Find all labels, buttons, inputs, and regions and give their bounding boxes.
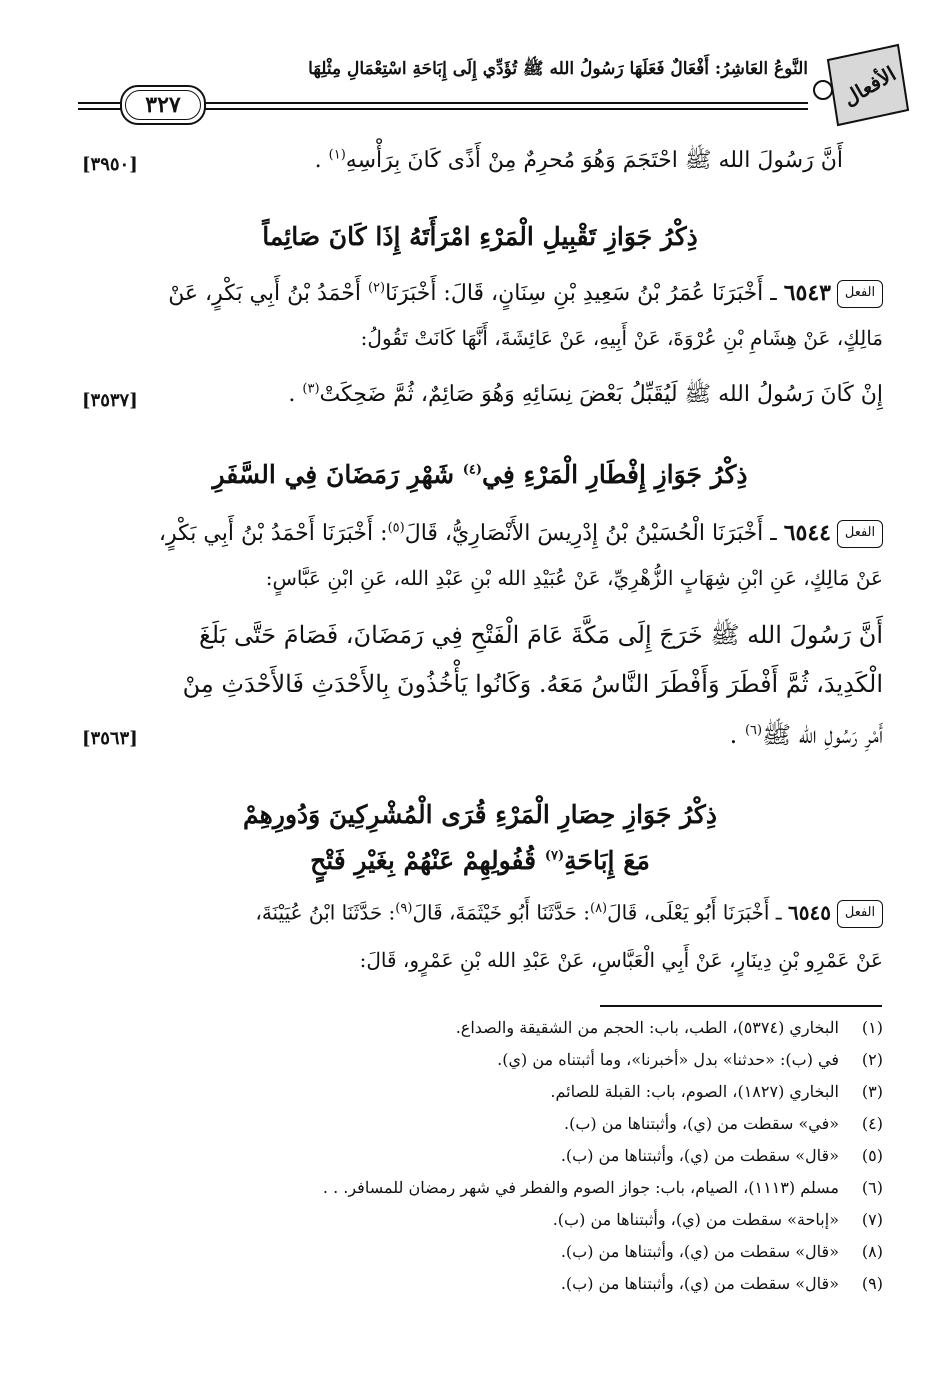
footnote: (٢)في (ب): «حدثنا» بدل «أخبرنا»، وما أثبتناه من (ي). <box>497 1050 883 1069</box>
hadith-reference: [٣٥٦٣] <box>82 728 138 749</box>
footnote-ref: (٢) <box>367 280 386 296</box>
page-header <box>78 40 918 140</box>
footnote: (٥)«قال» سقطت من (ي)، وأثبتناها من (ب). <box>560 1146 883 1165</box>
hadith-reference: [٣٩٥٠] <box>82 154 138 175</box>
footnote: (٨)«قال» سقطت من (ي)، وأثبتناها من (ب). <box>560 1242 883 1261</box>
footnote-ref: (٥) <box>387 520 405 536</box>
hadith-tag-icon: الفعل <box>837 520 883 548</box>
text-line: الْكَدِيدَ، ثُمَّ أَفْطَرَ وَأَفْطَرَ النَّاسُ مَعَهُ. وَكَانُوا يَأْخُذُونَ بِالأَحْدَثِ فَالأَحْدَثِ مِنْ <box>182 670 883 698</box>
footnote-ref: (٦) <box>744 723 763 738</box>
hadith-number: ٦٥٤٣ <box>783 280 831 306</box>
footnote: (٦)مسلم (١١١٣)، الصيام، باب: جواز الصوم والفطر في شهر رمضان للمسافر. . . <box>322 1178 883 1197</box>
footnote: (٣)البخاري (١٨٢٧)، الصوم، باب: القبلة للصائم. <box>550 1082 883 1101</box>
section-heading: ذِكْرُ جَوَازِ حِصَارِ الْمَرْءِ قُرَى الْمُشْرِكِينَ وَدُورِهِمْ <box>243 800 717 829</box>
hadith-number: ٦٥٤٤ <box>783 520 831 546</box>
footnote: (٩)«قال» سقطت من (ي)، وأثبتناها من (ب). <box>560 1274 883 1293</box>
text-line: أَمْرِ رَسُولِ الله ﷺ$^{(٦)}$ . <box>729 721 883 749</box>
footnote-ref: (٧) <box>544 848 565 864</box>
text-line: الفعل٦٥٤٣ ـ أَخْبَرَنَا عُمَرُ بْنُ سَعِيدِ بْنِ سِنَانٍ، قَالَ: أَخْبَرَنَا$^{(٢)}$ أَحْمَدُ بْنُ أَبِي بَكْرٍ، عَنْ <box>168 280 883 308</box>
footnote-ref: (٨) <box>589 900 608 916</box>
text-line: إِنْ كَانَ رَسُولُ الله ﷺ لَيُقَبِّلُ بَعْضَ نِسَائِهِ وَهُوَ صَائِمٌ، ثُمَّ ضَحِكَتْ$^{(٣)}$ . <box>288 381 883 407</box>
footnote-ref: (٣) <box>302 381 320 397</box>
text-line: أَنَّ رَسُولَ الله ﷺ خَرَجَ إِلَى مَكَّةَ عَامَ الْفَتْحِ فِي رَمَضَانَ، فَصَامَ حَتَّى بَلَغَ <box>198 621 883 649</box>
header-title: النَّوعُ العَاشِرُ: أَفْعَالٌ فَعَلَهَا رَسُولُ الله ﷺ تُؤَدِّي إِلَى إِبَاحَةِ اسْتِعْمَالِ مِثْلِهَا <box>308 59 808 79</box>
text-line: مَالِكٍ، عَنْ هِشَامِ بْنِ عُرْوَةَ، عَنْ أَبِيهِ، عَنْ عَائِشَةَ، أَنَّهَا كَانَتْ تَقُولُ: <box>360 326 883 350</box>
section-heading: مَعَ إِبَاحَةِ$^{(٧)}$ قُفُولِهِمْ عَنْهُمْ بِغَيْرِ فَتْحٍ <box>310 846 650 875</box>
footnote-ref: (٤) <box>462 462 483 478</box>
text-line: الفعل٦٥٤٥ ـ أَخْبَرَنَا أَبُو يَعْلَى، قَالَ$^{(٨)}$: حَدَّثَنَا أَبُو خَيْثَمَةَ، قَالَ$^{(٩)}$: حَدَّثَنَا ابْنُ عُيَيْنَةَ، <box>255 900 883 928</box>
section-heading: ذِكْرُ جَوَازِ تَقْبِيلِ الْمَرْءِ امْرَأَتَهُ إِذَا كَانَ صَائِماً <box>262 222 698 251</box>
footnote-ref: (٩) <box>395 900 413 916</box>
footnote: (٤)«في» سقطت من (ي)، وأثبتناها من (ب). <box>563 1114 883 1133</box>
text-line: عَنْ مَالِكٍ، عَنِ ابْنِ شِهَابٍ الزُّهْرِيِّ، عَنْ عُبَيْدِ الله بْنِ عَبْدِ الله، عَنِ ابْنِ عَبَّاسٍ: <box>265 566 883 590</box>
section-heading: ذِكْرُ جَوَازِ إِفْطَارِ الْمَرْءِ فِي$^{(٤)}$ شَهْرِ رَمَضَانَ فِي السَّفَرِ <box>212 460 748 489</box>
text-line: الفعل٦٥٤٤ ـ أَخْبَرَنَا الْحُسَيْنُ بْنُ إِدْرِيسَ الأَنْصَارِيُّ، قَالَ$^{(٥)}$: أَخْبَرَنَا أَحْمَدُ بْنُ أَبِي بَكْرٍ، <box>159 520 883 548</box>
hadith-reference: [٣٥٣٧] <box>82 390 138 411</box>
footnote: (١)البخاري (٥٣٧٤)، الطب، باب: الحجم من الشقيقة والصداع. <box>455 1018 883 1037</box>
footnote: (٧)«إباحة» سقطت من (ي)، وأثبتناها من (ب). <box>552 1210 883 1229</box>
hadith-tag-icon: الفعل <box>837 900 883 928</box>
footnote-ref: (١) <box>328 147 346 163</box>
hadith-tag-icon: الفعل <box>837 280 883 308</box>
text-line: عَنْ عَمْرِو بْنِ دِينَارٍ، عَنْ أَبِي الْعَبَّاسِ، عَنْ عَبْدِ الله بْنِ عَمْرٍو، قَالَ: <box>359 948 883 972</box>
hadith-number: ٦٥٤٥ <box>788 900 831 925</box>
page-number: ٣٢٧ <box>120 85 206 125</box>
badge-label: الأفعال <box>839 61 901 111</box>
puzzle-piece-icon <box>808 40 918 130</box>
text-line: أَنَّ رَسُولَ الله ﷺ احْتَجَمَ وَهُوَ مُحرِمٌ مِنْ أَذًى كَانَ بِرَأْسِهِ$^{(١)}$ . <box>314 147 843 173</box>
footnote-separator <box>600 1005 882 1007</box>
